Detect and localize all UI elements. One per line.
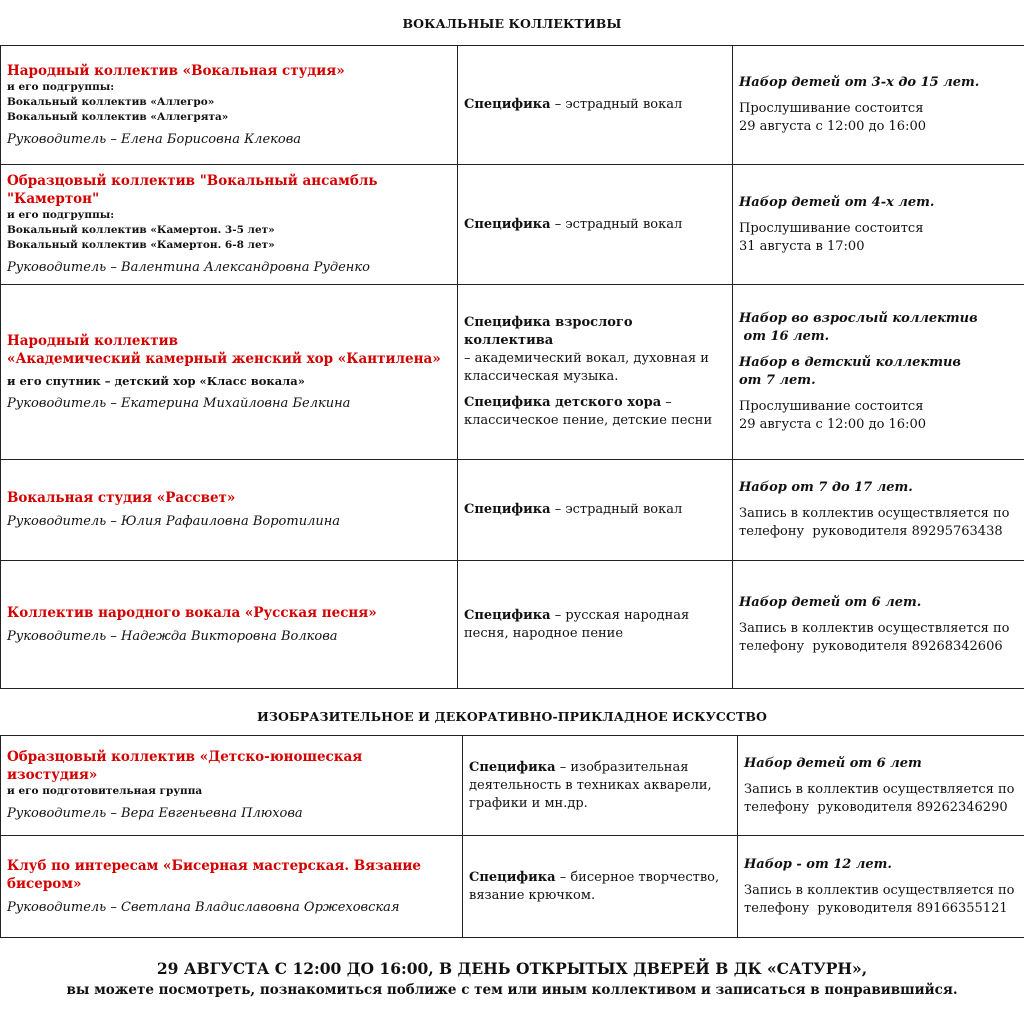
recruit-age: Набор детей от 3-х до 15 лет. [739,75,980,90]
leader: Руководитель – Екатерина Михайловна Белкина [7,395,351,411]
recruit-age: Набор детей от 4-х лет. [739,194,935,210]
subgroup-line: Вокальный коллектив «Камертон. 3-5 лет» [7,224,275,236]
recruit-cell [733,460,1024,561]
spec-label: Специфика [464,607,551,623]
spec-cell [458,561,733,689]
info-line: Запись в коллектив осуществляется по [744,781,1015,797]
recruit-age: от 7 лет. [739,373,816,388]
subgroup-line: Вокальный коллектив «Камертон. 6-8 лет» [7,239,275,251]
spec-cell [463,836,738,938]
footer-announcement [0,958,1024,1000]
info-line: телефону руководителя 89166355121 [744,900,1008,916]
collective-name: Народный коллектив «Вокальная студия» [7,62,345,79]
subgroup-line: и его подгруппы: [7,209,115,221]
subgroup-line: и его подготовительная группа [7,785,203,797]
info-line: телефону руководителя 89268342606 [739,638,1003,654]
info-line: Прослушивание состоится [739,220,924,236]
subgroup-line: Вокальный коллектив «Аллегрята» [7,110,229,123]
collective-name: Образцовый коллектив «Детско-юношеская изостудия» [7,749,363,783]
section-title-art: ИЗОБРАЗИТЕЛЬНОЕ И ДЕКОРАТИВНО-ПРИКЛАДНОЕ ИСКУССТВО [256,709,768,724]
leader: Руководитель – Вера Евгеньевна Плюхова [7,806,303,821]
table-row [1,836,1024,938]
spec-text: – классическое пение, детские песни [464,395,713,428]
spec-text: – эстрадный вокал [550,216,683,232]
footer-line-2: вы можете посмотреть, познакомиться поближе с тем или иным коллективом и записаться в понравившийся. [66,982,958,998]
spec-text: – бисерное творчество, [555,869,720,885]
recruit-age: Набор в детский коллектив [739,355,961,370]
spec-cell [458,46,733,165]
subgroup-line: и его подгруппы: [7,80,115,93]
recruit-age: Набор - от 12 лет. [744,856,892,872]
recruit-cell [738,836,1024,938]
spec-cell [458,460,733,561]
table-row [1,460,1024,561]
footer-line-1: 29 АВГУСТА С 12:00 ДО 16:00, В ДЕНЬ ОТКРЫТЫХ ДВЕРЕЙ В ДК «САТУРН», [156,959,868,978]
table-row [1,46,1024,165]
collective-cell [1,736,463,836]
spec-label: Специфика взрослого коллектива [464,315,633,348]
spec-label: Специфика [469,869,556,885]
leader: Руководитель – Елена Борисовна Клекова [7,131,302,147]
info-line: 29 августа с 12:00 до 16:00 [739,119,926,134]
collective-cell [1,46,458,165]
recruit-cell [738,736,1024,836]
leader: Руководитель – Юлия Рафаиловна Воротилина [7,514,341,529]
recruit-age: Набор детей от 6 лет. [739,594,922,610]
info-line: 29 августа с 12:00 до 16:00 [739,417,926,432]
spec-label: Специфика детского хора [464,395,662,410]
spec-text: графики и мн.др. [469,795,588,811]
spec-text: – эстрадный вокал [550,502,683,517]
collective-cell [1,285,458,460]
collective-name: бисером» [7,875,82,892]
table-row [1,561,1024,689]
spec-text: вязание крючком. [469,887,596,903]
info-line: Запись в коллектив осуществляется по [739,620,1010,636]
table-row [1,285,1024,460]
info-line: телефону руководителя 89262346290 [744,799,1008,815]
collective-cell [1,836,463,938]
spec-text: – изобразительная [555,759,689,775]
spec-text: деятельность в техниках акварели, [469,777,712,793]
collective-name: «Академический камерный женский хор «Кантилена» [7,350,441,367]
spec-label: Специфика [464,97,551,112]
art-table [0,735,1024,938]
recruit-age: Набор детей от 6 лет [744,755,922,771]
info-line: Запись в коллектив осуществляется по [739,506,1010,521]
spec-text: – эстрадный вокал [550,97,683,112]
table-row [1,736,1024,836]
companion-line: и его спутник – детский хор «Класс вокала» [7,373,305,388]
spec-label: Специфика [464,216,551,232]
info-line: Прослушивание состоится [739,399,924,414]
spec-text: – русская народная [550,607,690,623]
recruit-cell [733,46,1024,165]
spec-text: – академический вокал, духовная и классическая музыка. [464,351,709,384]
recruit-cell [733,561,1024,689]
info-line: Прослушивание состоится [739,101,924,116]
recruit-age: Набор от 7 до 17 лет. [739,480,913,495]
recruit-age: Набор во взрослый коллектив [739,311,978,326]
spec-label: Специфика [464,502,551,517]
leader: Руководитель – Надежда Викторовна Волкова [7,628,338,644]
collective-name: Народный коллектив [7,332,178,349]
recruit-cell [733,285,1024,460]
spec-cell [463,736,738,836]
collective-name: Клуб по интересам «Бисерная мастерская. Вязание [7,857,421,874]
info-line: 31 августа в 17:00 [739,238,865,254]
leader: Руководитель – Светлана Владиславовна Оржеховская [7,899,400,915]
section-title-vocal: ВОКАЛЬНЫЕ КОЛЛЕКТИВЫ [402,16,622,31]
collective-cell [1,460,458,561]
recruit-age: от 16 лет. [739,329,830,344]
spec-cell [458,165,733,285]
collective-name: Коллектив народного вокала «Русская песня» [7,604,377,621]
collective-name: Образцовый коллектив "Вокальный ансамбль "Камертон" [7,173,378,207]
collective-name: Вокальная студия «Рассвет» [7,490,236,506]
info-line: Запись в коллектив осуществляется по [744,882,1015,898]
vocal-table [0,45,1024,689]
leader: Руководитель – Валентина Александровна Руденко [7,260,370,275]
table-row [1,165,1024,285]
info-line: телефону руководителя 89295763438 [739,524,1003,539]
spec-text: песня, народное пение [464,625,624,641]
spec-label: Специфика [469,759,556,775]
collective-cell [1,165,458,285]
spec-cell [458,285,733,460]
recruit-cell [733,165,1024,285]
subgroup-line: Вокальный коллектив «Аллегро» [7,95,215,108]
collective-cell [1,561,458,689]
